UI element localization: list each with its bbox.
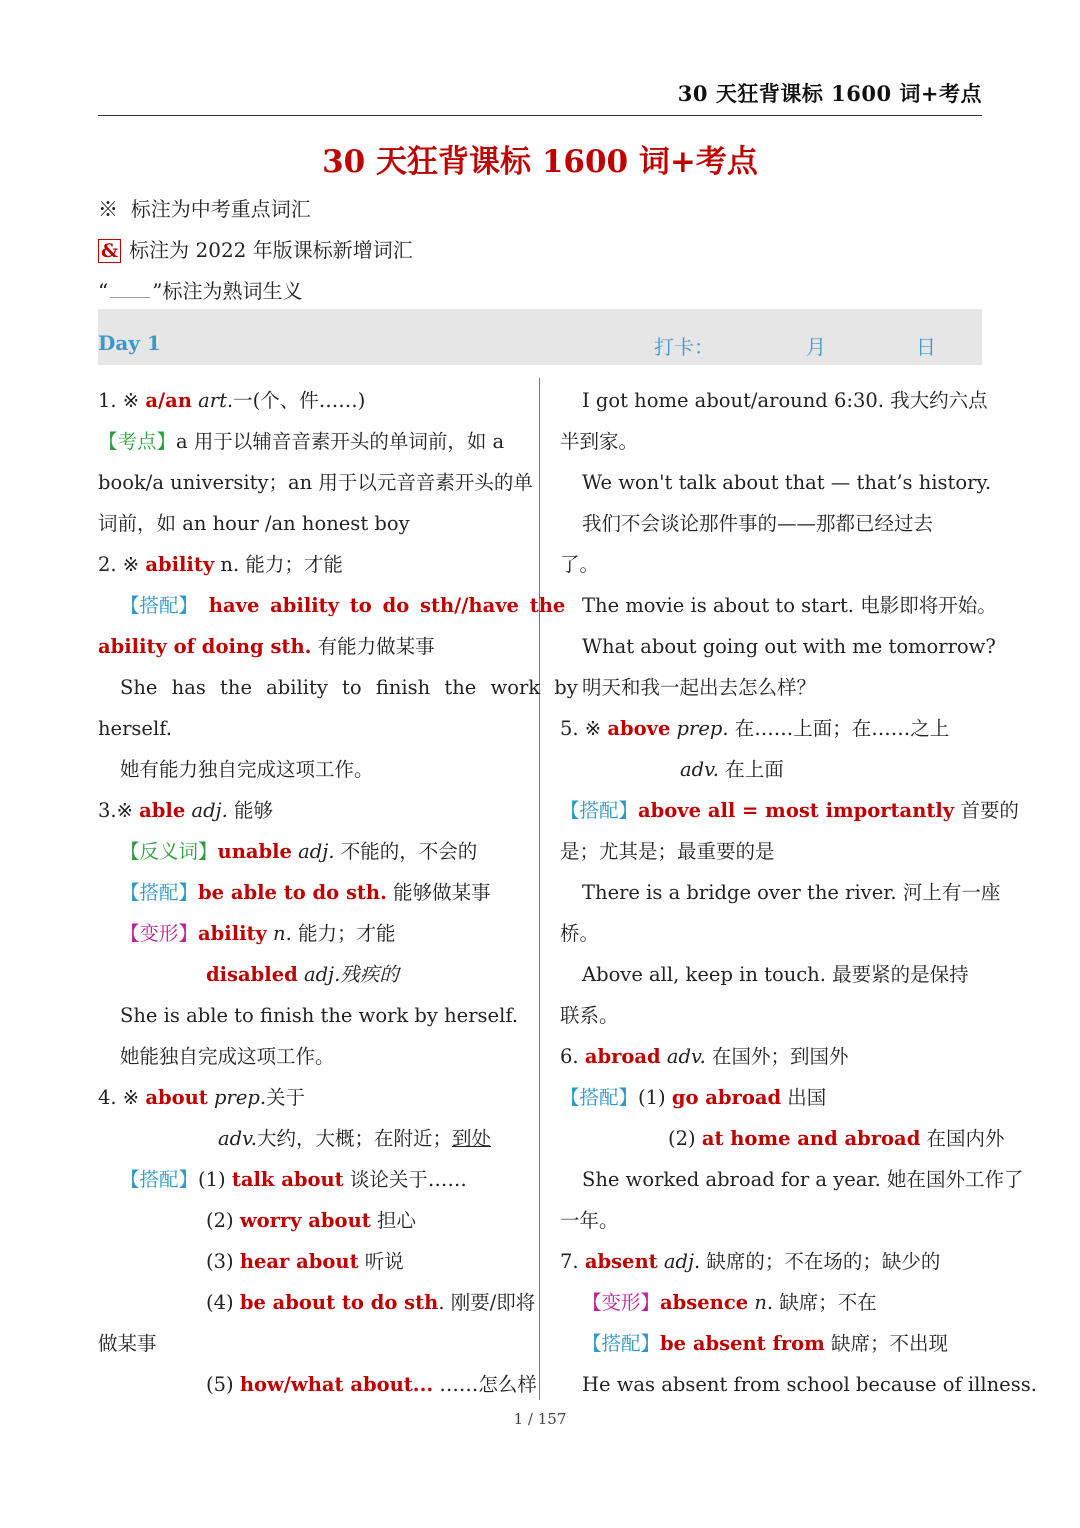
entry-above: 5. ※ above prep. 在……上面；在……之上 bbox=[560, 717, 950, 740]
example-sentence-cont: 联系。 bbox=[560, 1004, 619, 1027]
example-translation: 我们不会谈论那件事的——那都已经过去 bbox=[582, 512, 934, 535]
example-translation-cont: 了。 bbox=[560, 553, 600, 576]
exam-note-cont: 词前，如 an hour /an honest boy bbox=[98, 512, 410, 535]
example-translation: 明天和我一起出去怎么样？ bbox=[582, 676, 817, 699]
legend-text: 标注为 2022 年版课标新增词汇 bbox=[129, 238, 413, 262]
entry-about: 4. ※ about prep.关于 bbox=[98, 1086, 306, 1109]
example-sentence: She is able to finish the work by herself. bbox=[120, 1004, 519, 1027]
entry-above-adv: adv. 在上面 bbox=[680, 758, 784, 781]
checkin-label: 打卡： bbox=[654, 335, 714, 359]
new-word-mark: & bbox=[98, 239, 121, 263]
right-column bbox=[560, 380, 1037, 1405]
day-label: Day 1 bbox=[98, 331, 161, 355]
example-sentence: He was absent from school because of illness. bbox=[582, 1373, 1037, 1396]
page-number: 1 / 157 bbox=[513, 1410, 567, 1428]
quote-open: “ bbox=[98, 279, 109, 303]
collocation: 【搭配】 have ability to do sth//have the bbox=[120, 594, 566, 617]
collocation-item: (2) worry about 担心 bbox=[206, 1209, 416, 1232]
key-vocab-mark: ※ bbox=[98, 197, 118, 221]
word-form: 【变形】ability n. 能力；才能 bbox=[120, 922, 396, 945]
entry-able: 3.※ able adj. 能够 bbox=[98, 799, 274, 822]
word-form: disabled adj.残疾的 bbox=[206, 963, 399, 986]
entry-a-an: 1. ※ a/an art.一(个、件……) bbox=[98, 389, 366, 412]
collocation: 【搭配】(1) go abroad 出国 bbox=[560, 1086, 827, 1109]
collocation-item: (2) at home and abroad 在国内外 bbox=[668, 1127, 1005, 1150]
example-sentence: There is a bridge over the river. 河上有一座 bbox=[582, 881, 1001, 904]
day-of-month-label: 日 bbox=[916, 335, 936, 359]
legend-familiar-words bbox=[98, 275, 302, 304]
example-sentence: I got home about/around 6:30. 我大约六点 bbox=[582, 389, 988, 412]
example-sentence: She has the ability to finish the work by bbox=[120, 676, 578, 699]
example-sentence-cont: 半到家。 bbox=[560, 430, 639, 453]
collocation-item: (5) how/what about... ……怎么样 bbox=[206, 1373, 537, 1396]
example-sentence-cont: 一年。 bbox=[560, 1209, 619, 1232]
header-rule bbox=[98, 115, 982, 116]
exam-note: 【考点】a 用于以辅音音素开头的单词前，如 a bbox=[98, 430, 505, 453]
left-column bbox=[98, 380, 578, 1405]
word-form: 【变形】absence n. 缺席；不在 bbox=[582, 1291, 877, 1314]
exam-note-cont: book/a university；an 用于以元音音素开头的单 bbox=[98, 471, 533, 494]
example-sentence-cont: herself. bbox=[98, 717, 172, 740]
example-sentence: The movie is about to start. 电影即将开始。 bbox=[582, 594, 997, 617]
collocation-cont: ability of doing sth. 有能力做某事 bbox=[98, 635, 435, 658]
entry-ability: 2. ※ ability n. 能力；才能 bbox=[98, 553, 343, 576]
collocation: 【搭配】be able to do sth. 能够做某事 bbox=[120, 881, 491, 904]
example-sentence: What about going out with me tomorrow? bbox=[582, 635, 996, 658]
example-sentence: She worked abroad for a year. 她在国外工作了 bbox=[582, 1168, 1024, 1191]
example-sentence-cont: 桥。 bbox=[560, 922, 600, 945]
collocation-item-cont: 做某事 bbox=[98, 1332, 157, 1355]
column-divider bbox=[539, 378, 540, 1400]
entry-about-adv: adv.大约，大概；在附近；到处 bbox=[218, 1127, 492, 1150]
running-header: 30 天狂背课标 1600 词+考点 bbox=[677, 81, 982, 106]
blank-underline-sample bbox=[110, 297, 150, 298]
example-sentence: Above all, keep in touch. 最要紧的是保持 bbox=[582, 963, 969, 986]
page-title: 30 天狂背课标 1600 词+考点 bbox=[322, 144, 758, 180]
collocation-item: (3) hear about 听说 bbox=[206, 1250, 404, 1273]
legend-key-exam bbox=[98, 193, 311, 222]
example-sentence: We won't talk about that — that’s history. bbox=[582, 471, 992, 494]
legend-text: 标注为中考重点词汇 bbox=[130, 197, 311, 221]
entry-abroad: 6. abroad adv. 在国外；到国外 bbox=[560, 1045, 849, 1068]
example-translation: 她能独自完成这项工作。 bbox=[120, 1045, 335, 1068]
month-label: 月 bbox=[806, 335, 826, 359]
collocation: 【搭配】be absent from 缺席；不出现 bbox=[582, 1332, 948, 1355]
legend-new-words bbox=[98, 234, 413, 263]
antonym: 【反义词】unable adj. 不能的，不会的 bbox=[120, 840, 478, 863]
legend-text: ”标注为熟词生义 bbox=[152, 279, 303, 303]
collocation: 【搭配】(1) talk about 谈论关于…… bbox=[120, 1168, 467, 1191]
entry-absent: 7. absent adj. 缺席的；不在场的；缺少的 bbox=[560, 1250, 941, 1273]
example-translation: 她有能力独自完成这项工作。 bbox=[120, 758, 374, 781]
collocation: 【搭配】above all = most importantly 首要的 bbox=[560, 799, 1019, 822]
day-bar bbox=[98, 309, 982, 365]
collocation-cont: 是；尤其是；最重要的是 bbox=[560, 840, 775, 863]
collocation-item: (4) be about to do sth. 刚要/即将 bbox=[206, 1291, 536, 1314]
